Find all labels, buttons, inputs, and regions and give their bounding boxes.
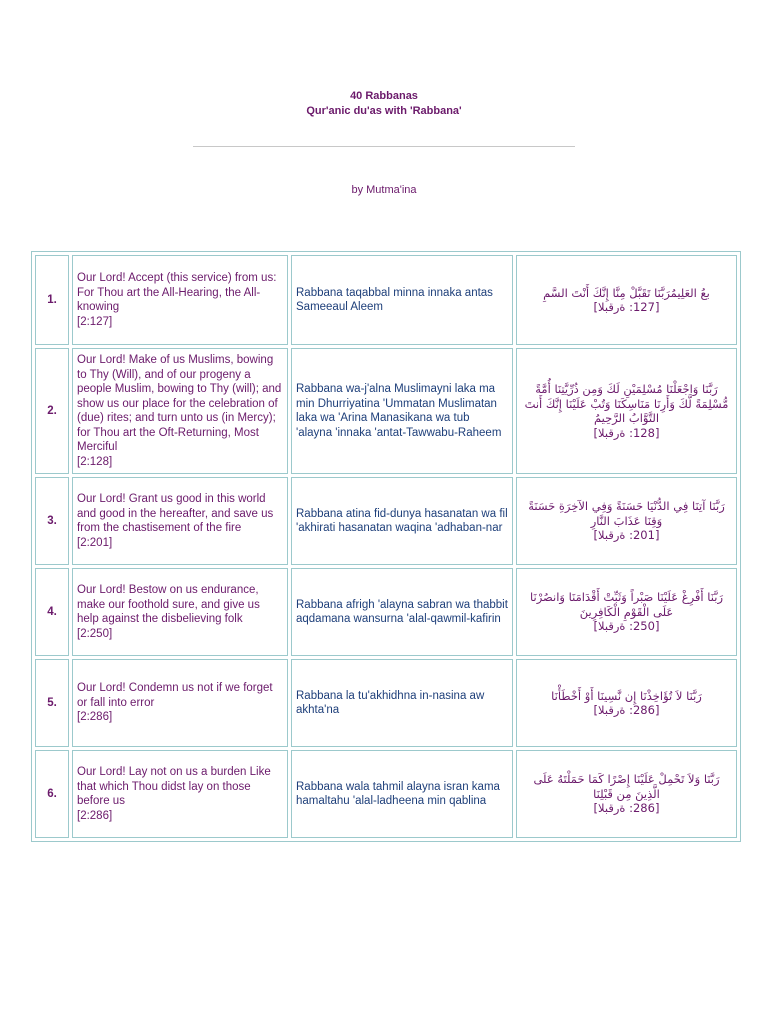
dua-reference: [2:128] bbox=[77, 455, 113, 468]
dua-arabic: بعُ العَلِيمُرَبَّنَا تَقَبَّلْ مِنَّا إِنَّكَ أَنْتَ السَّمِ [127: ةرقبلا] bbox=[516, 255, 737, 345]
dua-english: Our Lord! Grant us good in this world and good in the hereafter, and save us from the chastisement of the fire [2:201] bbox=[72, 477, 288, 565]
dua-arabic-reference: [127: ةرقبلا] bbox=[593, 300, 660, 314]
dua-transliteration: Rabbana taqabbal minna innaka antas Sameeaul Aleem bbox=[291, 255, 513, 345]
dua-arabic-reference: [250: ةرقبلا] bbox=[593, 619, 660, 634]
dua-reference: [2:286] bbox=[77, 711, 113, 724]
dua-reference: [2:201] bbox=[77, 536, 113, 549]
dua-transliteration: Rabbana wala tahmil alayna isran kama hamaltahu 'alal-ladheena min qablina bbox=[291, 750, 513, 838]
document-header bbox=[0, 89, 768, 119]
dua-number: 6. bbox=[35, 750, 69, 838]
dua-arabic: رَبَّنَا وَلاَ تَحْمِلْ عَلَيْنَا إِصْرًا كَمَا حَمَلْتَهُ عَلَى الَّذِينَ مِن قَبْلِنَا [286: ةرقبلا] bbox=[516, 750, 737, 838]
table-row bbox=[35, 750, 737, 838]
author-byline: by Mutma'ina bbox=[351, 184, 417, 196]
dua-arabic: رَبَّنَا آتِنَا فِي الدُّنْيَا حَسَنَةً وَفِي الآخِرَةِ حَسَنَةً وَقِنَا عَذَابَ النَّارِ [201: ةرقبلا] bbox=[516, 477, 737, 565]
dua-arabic: رَبَّنَا أَفْرِغْ عَلَيْنَا صَبْراً وَثَبِّتْ أَقْدَامَنَا وَانصُرْنَا عَلَى الْقَوْمِ الْكَافِرِينَ [250: ةرقبلا] bbox=[516, 568, 737, 656]
table-row bbox=[35, 477, 737, 565]
table-row bbox=[35, 568, 737, 656]
dua-arabic: رَبَّنَا لاَ تُؤَاخِذْنَا إِن نَّسِينَا أَوْ أَخْطَأْنَا [286: ةرقبلا] bbox=[516, 659, 737, 747]
dua-arabic: رَبَّنَا وَاجْعَلْنَا مُسْلِمَيْنِ لَكَ وَمِن ذُرِّيَّتِنَا أُمَّةً مُّسْلِمَةً لَّكَ وَأَرِنَا مَنَاسِكَنَا وَتُبْ عَلَيْنَا إِنَّكَ أَنتَ التَّوَّابُ الرَّحِيمُ [128: ةرقبلا] bbox=[516, 348, 737, 474]
dua-reference: [2:286] bbox=[77, 809, 113, 822]
dua-english: Our Lord! Make of us Muslims, bowing to Thy (Will), and of our progeny a people Muslim, bowing to Thy (will); and show us our place for the celebration of (due) rites; and turn unto us (in Mercy); for Thou art the Oft-Returning, Most Merciful [2:128] bbox=[72, 348, 288, 474]
table-row bbox=[35, 348, 737, 474]
dua-number: 3. bbox=[35, 477, 69, 565]
dua-arabic-reference: [201: ةرقبلا] bbox=[593, 528, 660, 543]
dua-english: Our Lord! Bestow on us endurance, make our foothold sure, and give us help against the disbelieving folk [2:250] bbox=[72, 568, 288, 656]
horizontal-divider bbox=[193, 146, 575, 147]
dua-transliteration: Rabbana wa-j'alna Muslimayni laka ma min Dhurriyatina 'Ummatan Muslimatan laka wa 'Arina Manasikana wa tub 'alayna 'innaka 'antat-Tawwabu-Raheem bbox=[291, 348, 513, 474]
dua-transliteration: Rabbana atina fid-dunya hasanatan wa fil 'akhirati hasanatan waqina 'adhaban-nar bbox=[291, 477, 513, 565]
dua-transliteration: Rabbana afrigh 'alayna sabran wa thabbit aqdamana wansurna 'alal-qawmil-kafirin bbox=[291, 568, 513, 656]
document-subtitle: Qur'anic du'as with 'Rabbana' bbox=[306, 105, 462, 117]
table-row bbox=[35, 255, 737, 345]
dua-arabic-reference: [286: ةرقبلا] bbox=[593, 703, 660, 717]
table-row bbox=[35, 659, 737, 747]
dua-number: 2. bbox=[35, 348, 69, 474]
dua-english: Our Lord! Condemn us not if we forget or fall into error [2:286] bbox=[72, 659, 288, 747]
dua-number: 4. bbox=[35, 568, 69, 656]
dua-transliteration: Rabbana la tu'akhidhna in-nasina aw akhta'na bbox=[291, 659, 513, 747]
dua-reference: [2:127] bbox=[77, 315, 113, 328]
dua-number: 1. bbox=[35, 255, 69, 345]
dua-arabic-reference: [286: ةرقبلا] bbox=[593, 801, 660, 816]
duas-table bbox=[31, 251, 741, 842]
dua-reference: [2:250] bbox=[77, 627, 113, 640]
dua-arabic-reference: [128: ةرقبلا] bbox=[593, 425, 660, 440]
dua-english: Our Lord! Accept (this service) from us: For Thou art the All-Hearing, the All-knowing [2:127] bbox=[72, 255, 288, 345]
document-title: 40 Rabbanas bbox=[350, 90, 418, 102]
dua-english: Our Lord! Lay not on us a burden Like that which Thou didst lay on those before us [2:286] bbox=[72, 750, 288, 838]
dua-number: 5. bbox=[35, 659, 69, 747]
